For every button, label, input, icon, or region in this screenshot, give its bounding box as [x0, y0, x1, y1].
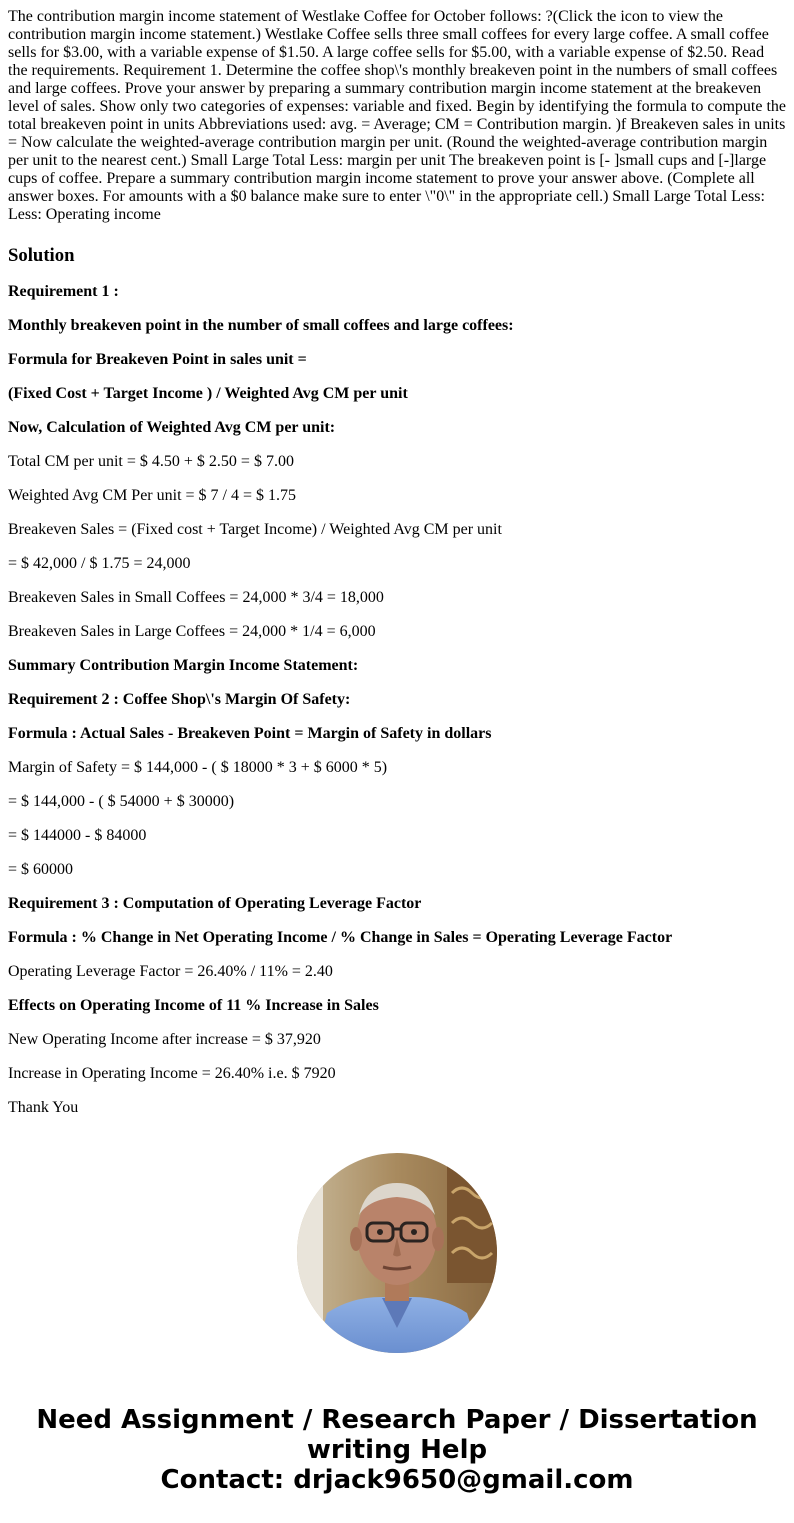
promo-line: Need Assignment / Research Paper / Dissertation: [36, 1405, 758, 1435]
promo-contact: Contact: drjack9650@gmail.com: [160, 1465, 634, 1495]
solution-line: Formula for Breakeven Point in sales unit =: [8, 351, 307, 368]
author-avatar: [297, 1153, 497, 1353]
solution-lines: [8, 283, 786, 1117]
promo-line: writing Help: [306, 1435, 488, 1465]
solution-line: (Fixed Cost + Target Income ) / Weighted Avg CM per unit: [8, 385, 408, 402]
solution-line: Increase in Operating Income = 26.40% i.e. $ 7920: [8, 1065, 336, 1082]
solution-line: Now, Calculation of Weighted Avg CM per unit:: [8, 419, 336, 436]
solution-line: Requirement 1 :: [8, 283, 119, 300]
solution-heading: Solution: [8, 245, 75, 266]
solution-line: Effects on Operating Income of 11 % Increase in Sales: [8, 997, 379, 1014]
solution-line: Thank You: [8, 1099, 79, 1116]
solution-line: Formula : Actual Sales - Breakeven Point = Margin of Safety in dollars: [8, 725, 492, 742]
solution-line: Total CM per unit = $ 4.50 + $ 2.50 = $ 7.00: [8, 453, 294, 470]
author-portrait-image: [297, 1153, 497, 1353]
solution-line: Operating Leverage Factor = 26.40% / 11% = 2.40: [8, 963, 333, 980]
solution-line: Formula : % Change in Net Operating Income / % Change in Sales = Operating Leverage Factor: [8, 929, 673, 946]
solution-line: Summary Contribution Margin Income Statement:: [8, 657, 359, 674]
solution-line: Requirement 3 : Computation of Operating Leverage Factor: [8, 895, 422, 912]
promo-banner: [0, 1405, 794, 1495]
solution-line: = $ 144,000 - ( $ 54000 + $ 30000): [8, 793, 235, 810]
solution-line: Requirement 2 : Coffee Shop\'s Margin Of Safety:: [8, 691, 351, 708]
solution-line: = $ 60000: [8, 861, 74, 878]
solution-line: Weighted Avg CM Per unit = $ 7 / 4 = $ 1.75: [8, 487, 297, 504]
answer-content: [8, 8, 786, 1117]
solution-line: Breakeven Sales = (Fixed cost + Target Income) / Weighted Avg CM per unit: [8, 521, 502, 538]
solution-line: = $ 42,000 / $ 1.75 = 24,000: [8, 555, 191, 572]
solution-line: = $ 144000 - $ 84000: [8, 827, 147, 844]
solution-line: Margin of Safety = $ 144,000 - ( $ 18000 * 3 + $ 6000 * 5): [8, 759, 388, 776]
solution-line: Breakeven Sales in Small Coffees = 24,000 * 3/4 = 18,000: [8, 589, 384, 606]
solution-line: Breakeven Sales in Large Coffees = 24,000 * 1/4 = 6,000: [8, 623, 376, 640]
question-text: The contribution margin income statement of Westlake Coffee for October follows: ?(Click the icon to view the contribution margin income statement.) Westlake Coffee sells three small coffees for every large coffee. A small coffee sells for $3.00, with a variable expense of $1.50. A large coffee sells for $5.00, with a variable expense of $2.50. Read the requirements. Requirement 1. Determine the coffee shop\'s monthly breakeven point in the numbers of small coffees and large coffees. Prove your answer by preparing a summary contribution margin income statement at the breakeven level of sales. Show only two categories of expenses: variable and fixed. Begin by identifying the formula to compute the total breakeven point in units Abbreviations used: avg. = Average; CM = Contribution margin. )f Breakeven sales in units = Now calculate the weighted-average contribution margin per unit. (Round the weighted-average contribution margin per unit to the nearest cent.) Small Large Total Less: margin per unit The breakeven point is [- ]small cups and [-]large cups of coffee. Prepare a summary contribution margin income statement to prove your answer above. (Complete all answer boxes. For amounts with a $0 balance make sure to enter \"0\" in the appropriate cell.) Small Large Total Less: Less: Operating income: [8, 8, 787, 223]
solution-line: New Operating Income after increase = $ 37,920: [8, 1031, 321, 1048]
solution-line: Monthly breakeven point in the number of small coffees and large coffees:: [8, 317, 514, 334]
